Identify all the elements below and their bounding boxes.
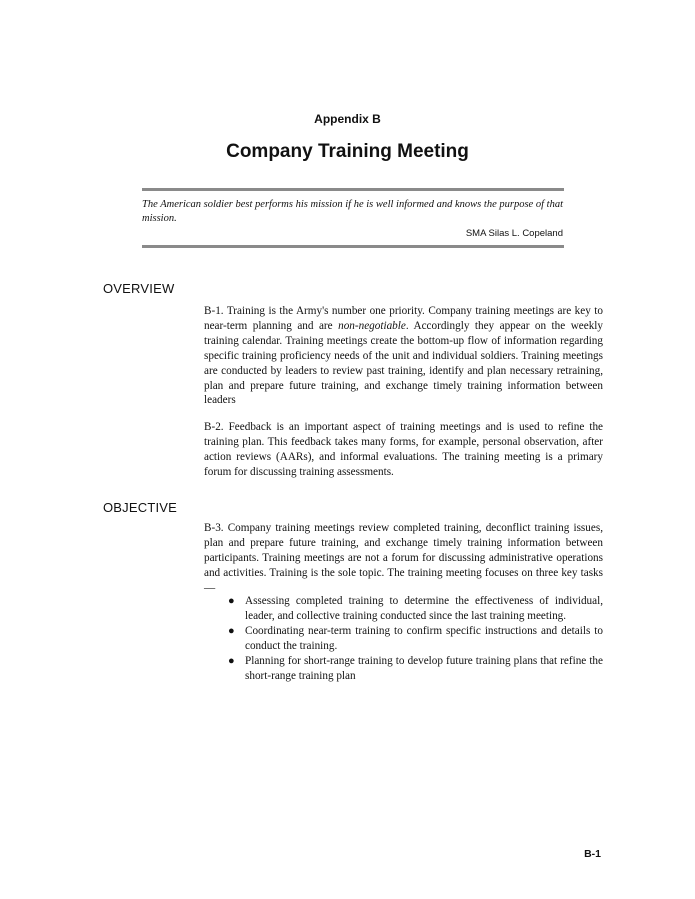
list-item (204, 654, 603, 684)
list-item-text: Planning for short-range training to develop future training plans that refine the short-range training plan (245, 654, 603, 682)
bullet-icon: ● (228, 595, 235, 607)
paragraph-b2-text: B-2. Feedback is an important aspect of training meetings and is used to refine the training plan. This feedback takes many forms, for example, personal observation, after action reviews (AARs), and informal evaluations. The training meeting is a primary forum for discussing training assessments. (204, 421, 603, 478)
list-item (204, 624, 603, 654)
list-item (204, 594, 603, 624)
paragraph-b1 (204, 304, 603, 408)
paragraph-b1-emphasis: non-negotiable (338, 319, 406, 332)
paragraph-b2 (204, 420, 603, 480)
paragraph-b1-tail: . Accordingly they appear on the weekly training calendar. Training meetings create the bottom-up flow of information regarding specific training proficiency needs of the unit and individual soldiers. Training meetings are conducted by leaders to review past training, identify and plan necessary retraining, plan and prepare future training, and exchange timely training information between leaders (204, 319, 603, 407)
page-number: B-1 (584, 848, 601, 860)
bullet-icon: ● (228, 654, 235, 667)
paragraph-b3 (204, 521, 603, 596)
paragraph-b3-text: B-3. Company training meetings review completed training, deconflict training issues, plan and prepare future training, and exchange timely training information between participants. Training meetings are not a forum for discussing administrative operations and activities. Training is the sole topic. The training meeting focuses on three key tasks— (204, 522, 603, 594)
epigraph-quote: The American soldier best performs his mission if he is well informed and knows the purpose of that mission. (142, 199, 563, 224)
list-item-text: Assessing completed training to determine the effectiveness of individual, leader, and collective training conducted since the last training meeting. (245, 595, 603, 622)
list-item-text: Coordinating near-term training to confirm specific instructions and details to conduct the training. (245, 624, 603, 652)
epigraph-attribution: SMA Silas L. Copeland (465, 228, 563, 239)
bullet-icon: ● (228, 624, 235, 637)
epigraph-bottom-rule (142, 245, 564, 248)
key-tasks-list (204, 594, 603, 683)
objective-heading: OBJECTIVE (103, 500, 178, 515)
page-title: Company Training Meeting (226, 141, 469, 162)
appendix-label: Appendix B (314, 112, 381, 126)
epigraph-top-rule (142, 188, 564, 191)
paragraph-b1-lead: B-1. Training is the Army's number one priority. Company training meetings are key to near-term planning and are (204, 305, 603, 332)
overview-heading: OVERVIEW (103, 281, 175, 296)
